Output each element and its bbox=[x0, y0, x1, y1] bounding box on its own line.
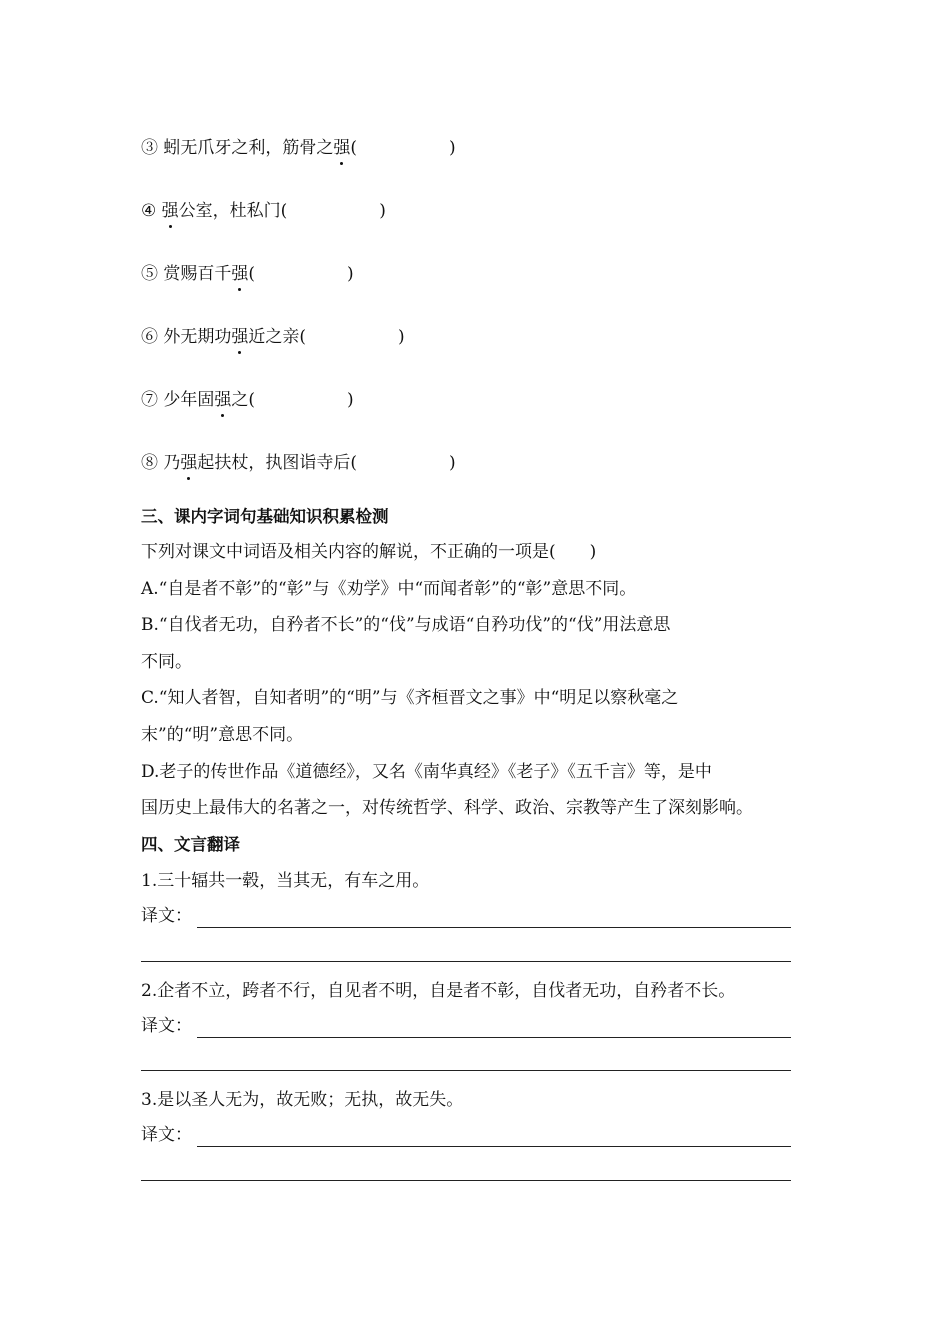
item-text: 近之亲( bbox=[248, 327, 307, 347]
answer-line[interactable] bbox=[141, 1070, 791, 1071]
answer-row-2[interactable] bbox=[141, 1015, 192, 1037]
emphasized-char: 强 bbox=[231, 264, 249, 284]
item-number: ⑤ bbox=[141, 264, 158, 284]
option-a: A.“自是者不彰”的“彰”与《劝学》中“而闻者彰”的“彰”意思不同。 bbox=[141, 579, 637, 599]
answer-row-3[interactable] bbox=[141, 1124, 192, 1146]
item-3 bbox=[141, 137, 456, 159]
item-6 bbox=[141, 326, 405, 348]
emphasized-char: 强 bbox=[231, 327, 249, 347]
item-text: 起扶杖，执图诣寺后( bbox=[197, 453, 358, 473]
answer-row-1[interactable] bbox=[141, 905, 192, 927]
answer-line[interactable] bbox=[141, 961, 791, 962]
item-text: 公室，杜私门( bbox=[178, 201, 288, 221]
emphasized-char: 强 bbox=[333, 138, 351, 158]
option-d-continued: 国历史上最伟大的名著之一，对传统哲学、科学、政治、宗教等产生了深刻影响。 bbox=[141, 798, 753, 818]
close-paren: ) bbox=[347, 264, 354, 284]
option-d: D.老子的传世作品《道德经》，又名《南华真经》《老子》《五千言》等，是中 bbox=[141, 762, 712, 782]
option-c-continued: 末”的“明”意思不同。 bbox=[141, 725, 304, 745]
answer-label: 译文： bbox=[141, 1125, 192, 1145]
option-b-continued: 不同。 bbox=[141, 652, 192, 672]
item-number: ⑧ bbox=[141, 453, 158, 473]
item-text: 之( bbox=[231, 390, 256, 410]
item-text: 赏赐百千 bbox=[163, 264, 232, 284]
answer-line[interactable] bbox=[197, 927, 791, 928]
translation-question-2: 2.企者不立，跨者不行，自见者不明，自是者不彰，自伐者无功，自矜者不长。 bbox=[141, 981, 736, 1001]
close-paren: ) bbox=[347, 390, 354, 410]
item-7 bbox=[141, 389, 354, 411]
answer-line[interactable] bbox=[197, 1146, 791, 1147]
item-text: 外无期功 bbox=[163, 327, 232, 347]
translation-question-1: 1.三十辐共一毂，当其无，有车之用。 bbox=[141, 871, 430, 891]
close-paren: ) bbox=[449, 138, 456, 158]
item-text: 乃 bbox=[163, 453, 181, 473]
translation-question-3: 3.是以圣人无为，故无败；无执，故无失。 bbox=[141, 1090, 464, 1110]
item-text: 少年固 bbox=[163, 390, 215, 410]
item-5 bbox=[141, 263, 354, 285]
item-text: ( bbox=[248, 264, 256, 284]
close-paren: ) bbox=[379, 201, 386, 221]
item-number: ⑦ bbox=[141, 390, 158, 410]
emphasized-char: 强 bbox=[214, 390, 232, 410]
answer-line[interactable] bbox=[141, 1180, 791, 1181]
section-3-question: 下列对课文中词语及相关内容的解说，不正确的一项是( ) bbox=[141, 542, 597, 562]
item-number: ③ bbox=[141, 138, 158, 158]
close-paren: ) bbox=[398, 327, 405, 347]
answer-label: 译文： bbox=[141, 1016, 192, 1036]
close-paren: ) bbox=[449, 453, 456, 473]
option-c: C.“知人者智，自知者明”的“明”与《齐桓晋文之事》中“明足以察秋毫之 bbox=[141, 688, 679, 708]
section-4-heading: 四、文言翻译 bbox=[141, 835, 240, 854]
item-text: 蚓无爪牙之利，筋骨之 bbox=[163, 138, 334, 158]
item-text: ( bbox=[350, 138, 358, 158]
answer-label: 译文： bbox=[141, 906, 192, 926]
item-number: ⑥ bbox=[141, 327, 158, 347]
emphasized-char: 强 bbox=[180, 453, 198, 473]
emphasized-char: 强 bbox=[161, 201, 179, 221]
section-3-heading: 三、课内字词句基础知识积累检测 bbox=[141, 507, 389, 526]
option-b: B.“自伐者无功，自矜者不长”的“伐”与成语“自矜功伐”的“伐”用法意思 bbox=[141, 615, 671, 635]
answer-line[interactable] bbox=[197, 1037, 791, 1038]
item-8 bbox=[141, 452, 456, 474]
item-4 bbox=[141, 200, 386, 222]
item-number: ④ bbox=[141, 201, 157, 221]
